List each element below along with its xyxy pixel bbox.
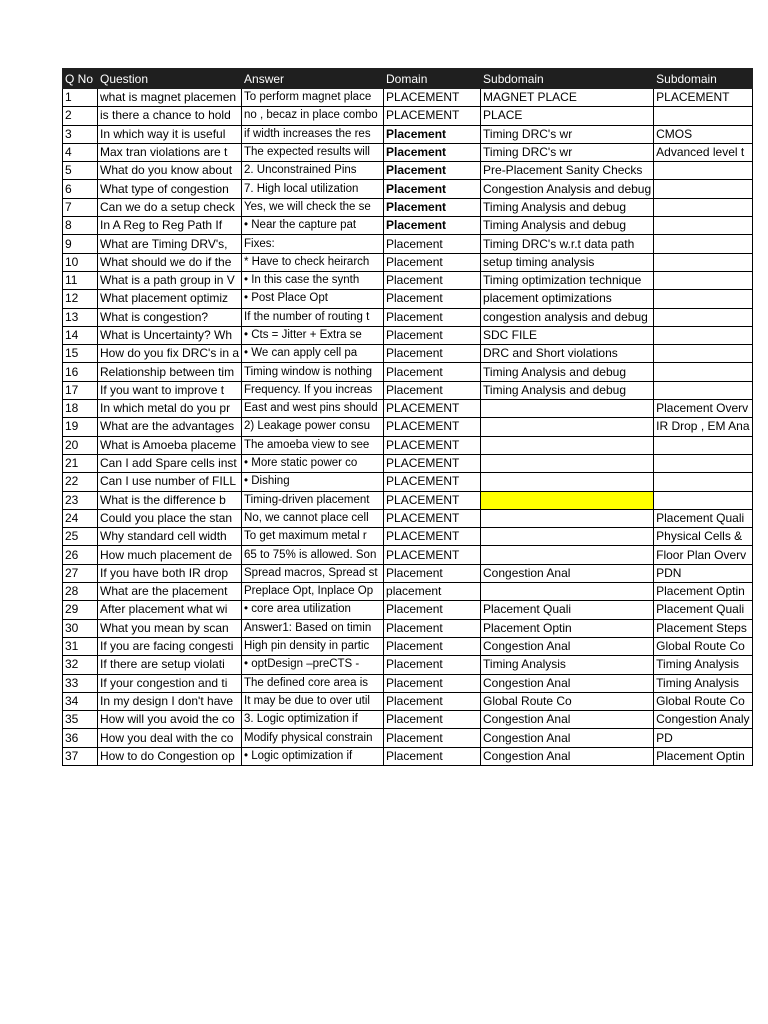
cell-answer[interactable]: 2) Leakage power consu [242,418,384,436]
table-row [63,418,753,436]
cell-subdomain[interactable] [481,436,654,454]
cell-answer[interactable]: Yes, we will check the se [242,198,384,216]
cell-question[interactable]: what is magnet placemen [98,89,242,107]
cell-q-no[interactable]: 37 [63,747,98,765]
cell-question[interactable]: Can I use number of FILL [98,473,242,491]
cell-q-no[interactable]: 13 [63,308,98,326]
cell-question[interactable]: In A Reg to Reg Path If [98,217,242,235]
cell-subdomain-2[interactable]: CMOS [654,125,752,143]
cell-subdomain[interactable] [481,418,654,436]
cell-subdomain[interactable]: Placement Optin [481,619,654,637]
header-domain[interactable]: Domain [384,69,481,89]
cell-subdomain[interactable]: Timing optimization technique [481,271,654,289]
cell-question[interactable]: What are Timing DRV's, [98,235,242,253]
cell-subdomain[interactable]: Congestion Anal [481,637,654,655]
cell-answer[interactable]: It may be due to over util [242,692,384,710]
table-row [63,454,753,472]
cell-question[interactable]: How do you fix DRC's in a [98,345,242,363]
spreadsheet-table [62,68,753,766]
cell-q-no[interactable]: 25 [63,528,98,546]
cell-answer[interactable]: The defined core area is [242,674,384,692]
cell-subdomain[interactable]: Congestion Anal [481,711,654,729]
cell-question[interactable]: Can I add Spare cells inst [98,454,242,472]
cell-subdomain-2[interactable] [654,162,752,180]
cell-answer[interactable]: • Near the capture pat [242,217,384,235]
cell-domain[interactable]: Placement [384,711,481,729]
cell-q-no[interactable]: 17 [63,381,98,399]
cell-answer[interactable]: • Post Place Opt [242,290,384,308]
table-row [63,125,753,143]
cell-subdomain-2[interactable] [654,345,752,363]
table-row [63,436,753,454]
cell-answer[interactable]: East and west pins should [242,400,384,418]
cell-subdomain-2[interactable]: IR Drop , EM Ana [654,418,752,436]
cell-q-no[interactable]: 19 [63,418,98,436]
cell-question[interactable]: In my design I don't have [98,692,242,710]
cell-question[interactable]: What you mean by scan [98,619,242,637]
cell-domain[interactable]: Placement [384,656,481,674]
cell-domain[interactable]: PLACEMENT [384,546,481,564]
cell-subdomain-2[interactable]: Placement Optin [654,747,752,765]
cell-question[interactable]: What is congestion? [98,308,242,326]
cell-q-no[interactable]: 9 [63,235,98,253]
cell-domain[interactable]: Placement [384,363,481,381]
cell-subdomain[interactable]: placement optimizations [481,290,654,308]
cell-q-no[interactable]: 26 [63,546,98,564]
table-row [63,692,753,710]
cell-domain[interactable]: Placement [384,747,481,765]
cell-q-no[interactable]: 14 [63,326,98,344]
cell-subdomain[interactable] [481,546,654,564]
cell-question[interactable]: If you want to improve t [98,381,242,399]
cell-question[interactable]: What do you know about [98,162,242,180]
cell-domain[interactable]: Placement [384,674,481,692]
cell-subdomain[interactable]: congestion analysis and debug [481,308,654,326]
cell-q-no[interactable]: 5 [63,162,98,180]
cell-q-no[interactable]: 15 [63,345,98,363]
cell-q-no[interactable]: 7 [63,198,98,216]
cell-domain[interactable]: Placement [384,217,481,235]
cell-subdomain-2[interactable]: PLACEMENT [654,89,752,107]
cell-domain[interactable]: Placement [384,619,481,637]
cell-question[interactable]: What is Uncertainty? Wh [98,326,242,344]
table-row [63,253,753,271]
cell-domain[interactable]: Placement [384,308,481,326]
cell-subdomain-2[interactable] [654,198,752,216]
table-row [63,619,753,637]
cell-domain[interactable]: Placement [384,326,481,344]
header-answer[interactable]: Answer [242,69,384,89]
cell-subdomain[interactable] [481,583,654,601]
cell-domain[interactable]: Placement [384,601,481,619]
cell-q-no[interactable]: 31 [63,637,98,655]
cell-subdomain[interactable]: Congestion Anal [481,564,654,582]
cell-answer[interactable]: 2. Unconstrained Pins [242,162,384,180]
cell-subdomain-2[interactable]: Placement Quali [654,601,752,619]
cell-subdomain-2[interactable]: Placement Quali [654,509,752,527]
cell-question[interactable]: If there are setup violati [98,656,242,674]
cell-subdomain[interactable]: MAGNET PLACE [481,89,654,107]
cell-q-no[interactable]: 10 [63,253,98,271]
cell-question[interactable]: In which way it is useful [98,125,242,143]
cell-question[interactable]: How much placement de [98,546,242,564]
cell-subdomain-2[interactable] [654,326,752,344]
cell-domain[interactable]: PLACEMENT [384,528,481,546]
cell-question[interactable]: What is the difference b [98,491,242,509]
cell-question[interactable]: How you deal with the co [98,729,242,747]
cell-answer[interactable]: 7. High local utilization [242,180,384,198]
table-row [63,217,753,235]
cell-subdomain[interactable]: SDC FILE [481,326,654,344]
cell-answer[interactable]: • core area utilization [242,601,384,619]
cell-q-no[interactable]: 20 [63,436,98,454]
cell-answer[interactable]: To get maximum metal r [242,528,384,546]
table-row [63,528,753,546]
table-row [63,235,753,253]
cell-answer[interactable]: To perform magnet place [242,89,384,107]
cell-domain[interactable]: Placement [384,290,481,308]
cell-answer[interactable]: The amoeba view to see [242,436,384,454]
cell-question[interactable]: If your congestion and ti [98,674,242,692]
cell-question[interactable]: What is Amoeba placeme [98,436,242,454]
cell-question[interactable]: What type of congestion [98,180,242,198]
cell-answer[interactable]: Spread macros, Spread st [242,564,384,582]
cell-subdomain-2[interactable]: Congestion Analy [654,711,752,729]
cell-answer[interactable]: • Dishing [242,473,384,491]
cell-q-no[interactable]: 22 [63,473,98,491]
cell-answer[interactable]: • optDesign –preCTS - [242,656,384,674]
cell-subdomain-2[interactable] [654,107,752,125]
cell-domain[interactable]: PLACEMENT [384,473,481,491]
cell-subdomain[interactable]: Timing DRC's wr [481,125,654,143]
table-row [63,400,753,418]
cell-subdomain[interactable]: DRC and Short violations [481,345,654,363]
cell-q-no[interactable]: 23 [63,491,98,509]
cell-domain[interactable]: Placement [384,564,481,582]
cell-domain[interactable]: Placement [384,180,481,198]
cell-question[interactable]: What is a path group in V [98,271,242,289]
cell-subdomain[interactable]: Global Route Co [481,692,654,710]
cell-subdomain[interactable]: Timing DRC's w.r.t data path [481,235,654,253]
cell-subdomain-2[interactable]: Physical Cells & [654,528,752,546]
table-row [63,564,753,582]
cell-domain[interactable]: Placement [384,162,481,180]
table-row [63,711,753,729]
table-row [63,674,753,692]
cell-q-no[interactable]: 36 [63,729,98,747]
cell-subdomain-2[interactable] [654,217,752,235]
cell-domain[interactable]: Placement [384,143,481,161]
table-row [63,271,753,289]
cell-answer[interactable]: High pin density in partic [242,637,384,655]
table-row [63,143,753,161]
cell-subdomain[interactable] [481,528,654,546]
cell-q-no[interactable]: 12 [63,290,98,308]
table-row [63,491,753,509]
table-row [63,473,753,491]
cell-domain[interactable]: PLACEMENT [384,491,481,509]
cell-q-no[interactable]: 28 [63,583,98,601]
table-row [63,747,753,765]
cell-q-no[interactable]: 1 [63,89,98,107]
cell-subdomain[interactable]: Timing DRC's wr [481,143,654,161]
cell-subdomain-2[interactable]: Global Route Co [654,637,752,655]
table-row [63,601,753,619]
cell-answer[interactable]: • Logic optimization if [242,747,384,765]
cell-domain[interactable]: Placement [384,198,481,216]
cell-q-no[interactable]: 6 [63,180,98,198]
cell-question[interactable]: Can we do a setup check [98,198,242,216]
cell-question[interactable]: After placement what wi [98,601,242,619]
table-row [63,290,753,308]
cell-subdomain[interactable]: Timing Analysis and debug [481,381,654,399]
cell-subdomain[interactable]: Timing Analysis and debug [481,198,654,216]
header-subdomain[interactable]: Subdomain [481,69,654,89]
cell-q-no[interactable]: 4 [63,143,98,161]
cell-q-no[interactable]: 8 [63,217,98,235]
cell-answer[interactable]: Answer1: Based on timin [242,619,384,637]
cell-subdomain-2[interactable]: PDN [654,564,752,582]
cell-answer[interactable]: The expected results will [242,143,384,161]
cell-subdomain-2[interactable] [654,180,752,198]
cell-answer[interactable]: Timing-driven placement [242,491,384,509]
cell-answer[interactable]: • Cts = Jitter + Extra se [242,326,384,344]
table-row [63,89,753,107]
cell-answer[interactable]: Frequency. If you increas [242,381,384,399]
cell-answer[interactable]: No, we cannot place cell [242,509,384,527]
cell-answer[interactable]: Timing window is nothing [242,363,384,381]
table-row [63,381,753,399]
cell-q-no[interactable]: 18 [63,400,98,418]
cell-subdomain-2[interactable] [654,271,752,289]
table-row [63,326,753,344]
cell-answer[interactable]: no , becaz in place combo [242,107,384,125]
cell-subdomain-2[interactable] [654,363,752,381]
cell-q-no[interactable]: 33 [63,674,98,692]
cell-q-no[interactable]: 35 [63,711,98,729]
cell-q-no[interactable]: 32 [63,656,98,674]
cell-subdomain-2[interactable]: Placement Overv [654,400,752,418]
cell-domain[interactable]: Placement [384,381,481,399]
cell-domain[interactable]: Placement [384,692,481,710]
cell-question[interactable]: Max tran violations are t [98,143,242,161]
cell-q-no[interactable]: 27 [63,564,98,582]
cell-question[interactable]: In which metal do you pr [98,400,242,418]
table-row [63,509,753,527]
cell-question[interactable]: How to do Congestion op [98,747,242,765]
table-row [63,637,753,655]
cell-domain[interactable]: PLACEMENT [384,509,481,527]
cell-answer[interactable]: If the number of routing t [242,308,384,326]
cell-subdomain[interactable]: Congestion Analysis and debug [481,180,654,198]
cell-subdomain-2[interactable] [654,235,752,253]
cell-subdomain[interactable]: Congestion Anal [481,747,654,765]
cell-q-no[interactable]: 21 [63,454,98,472]
cell-subdomain[interactable]: Timing Analysis and debug [481,217,654,235]
cell-answer[interactable]: * Have to check heirarch [242,253,384,271]
cell-subdomain[interactable]: Timing Analysis and debug [481,363,654,381]
cell-subdomain[interactable]: Congestion Anal [481,729,654,747]
cell-subdomain-2[interactable] [654,290,752,308]
cell-subdomain-2[interactable]: Timing Analysis [654,674,752,692]
cell-subdomain-2[interactable]: Placement Steps [654,619,752,637]
table-row [63,656,753,674]
cell-subdomain[interactable] [481,491,654,509]
header-subdomain-2[interactable]: Subdomain [654,69,752,89]
cell-subdomain-2[interactable] [654,473,752,491]
cell-q-no[interactable]: 34 [63,692,98,710]
header-q-no[interactable]: Q No [63,69,98,89]
cell-question[interactable]: What should we do if the [98,253,242,271]
cell-q-no[interactable]: 2 [63,107,98,125]
cell-q-no[interactable]: 29 [63,601,98,619]
cell-answer[interactable]: if width increases the res [242,125,384,143]
cell-question[interactable]: is there a chance to hold [98,107,242,125]
cell-domain[interactable]: Placement [384,729,481,747]
cell-subdomain[interactable] [481,454,654,472]
cell-subdomain[interactable] [481,509,654,527]
cell-answer[interactable]: • We can apply cell pa [242,345,384,363]
cell-subdomain-2[interactable]: Placement Optin [654,583,752,601]
cell-domain[interactable]: PLACEMENT [384,454,481,472]
cell-domain[interactable]: Placement [384,253,481,271]
cell-domain[interactable]: placement [384,583,481,601]
cell-subdomain-2[interactable] [654,436,752,454]
cell-domain[interactable]: Placement [384,345,481,363]
cell-answer[interactable]: • In this case the synth [242,271,384,289]
cell-domain[interactable]: Placement [384,637,481,655]
cell-domain[interactable]: Placement [384,271,481,289]
cell-subdomain[interactable]: Pre-Placement Sanity Checks [481,162,654,180]
cell-answer[interactable]: Fixes: [242,235,384,253]
table-row [63,729,753,747]
cell-subdomain[interactable] [481,473,654,491]
cell-subdomain[interactable]: Placement Quali [481,601,654,619]
cell-answer[interactable]: Modify physical constrain [242,729,384,747]
cell-domain[interactable]: PLACEMENT [384,107,481,125]
cell-answer[interactable]: 65 to 75% is allowed. Son [242,546,384,564]
cell-q-no[interactable]: 11 [63,271,98,289]
cell-q-no[interactable]: 3 [63,125,98,143]
cell-domain[interactable]: PLACEMENT [384,436,481,454]
cell-subdomain[interactable]: PLACE [481,107,654,125]
cell-subdomain-2[interactable] [654,308,752,326]
cell-q-no[interactable]: 30 [63,619,98,637]
cell-domain[interactable]: PLACEMENT [384,400,481,418]
table-row [63,198,753,216]
cell-subdomain[interactable]: Timing Analysis [481,656,654,674]
cell-subdomain[interactable] [481,400,654,418]
cell-subdomain[interactable]: setup timing analysis [481,253,654,271]
cell-subdomain-2[interactable]: Floor Plan Overv [654,546,752,564]
table-row [63,546,753,564]
cell-question[interactable]: Why standard cell width [98,528,242,546]
cell-subdomain-2[interactable]: Global Route Co [654,692,752,710]
cell-subdomain-2[interactable]: Advanced level t [654,143,752,161]
table-row [63,180,753,198]
cell-answer[interactable]: 3. Logic optimization if [242,711,384,729]
cell-question[interactable]: Relationship between tim [98,363,242,381]
cell-domain[interactable]: Placement [384,235,481,253]
table-row [63,308,753,326]
cell-answer[interactable]: Preplace Opt, Inplace Op [242,583,384,601]
cell-subdomain[interactable]: Congestion Anal [481,674,654,692]
table-row [63,162,753,180]
header-row [63,69,753,89]
cell-question[interactable]: What placement optimiz [98,290,242,308]
table-row [63,345,753,363]
cell-subdomain-2[interactable] [654,454,752,472]
cell-answer[interactable]: • More static power co [242,454,384,472]
header-question[interactable]: Question [98,69,242,89]
cell-question[interactable]: If you have both IR drop [98,564,242,582]
cell-question[interactable]: Could you place the stan [98,509,242,527]
cell-question[interactable]: What are the advantages [98,418,242,436]
cell-subdomain-2[interactable] [654,491,752,509]
cell-subdomain-2[interactable]: PD [654,729,752,747]
cell-subdomain-2[interactable] [654,253,752,271]
cell-domain[interactable]: PLACEMENT [384,418,481,436]
cell-question[interactable]: How will you avoid the co [98,711,242,729]
cell-subdomain-2[interactable]: Timing Analysis [654,656,752,674]
table-row [63,107,753,125]
table-row [63,583,753,601]
table-row [63,363,753,381]
cell-domain[interactable]: PLACEMENT [384,89,481,107]
cell-domain[interactable]: Placement [384,125,481,143]
cell-q-no[interactable]: 24 [63,509,98,527]
cell-question[interactable]: If you are facing congesti [98,637,242,655]
cell-q-no[interactable]: 16 [63,363,98,381]
cell-subdomain-2[interactable] [654,381,752,399]
cell-question[interactable]: What are the placement [98,583,242,601]
